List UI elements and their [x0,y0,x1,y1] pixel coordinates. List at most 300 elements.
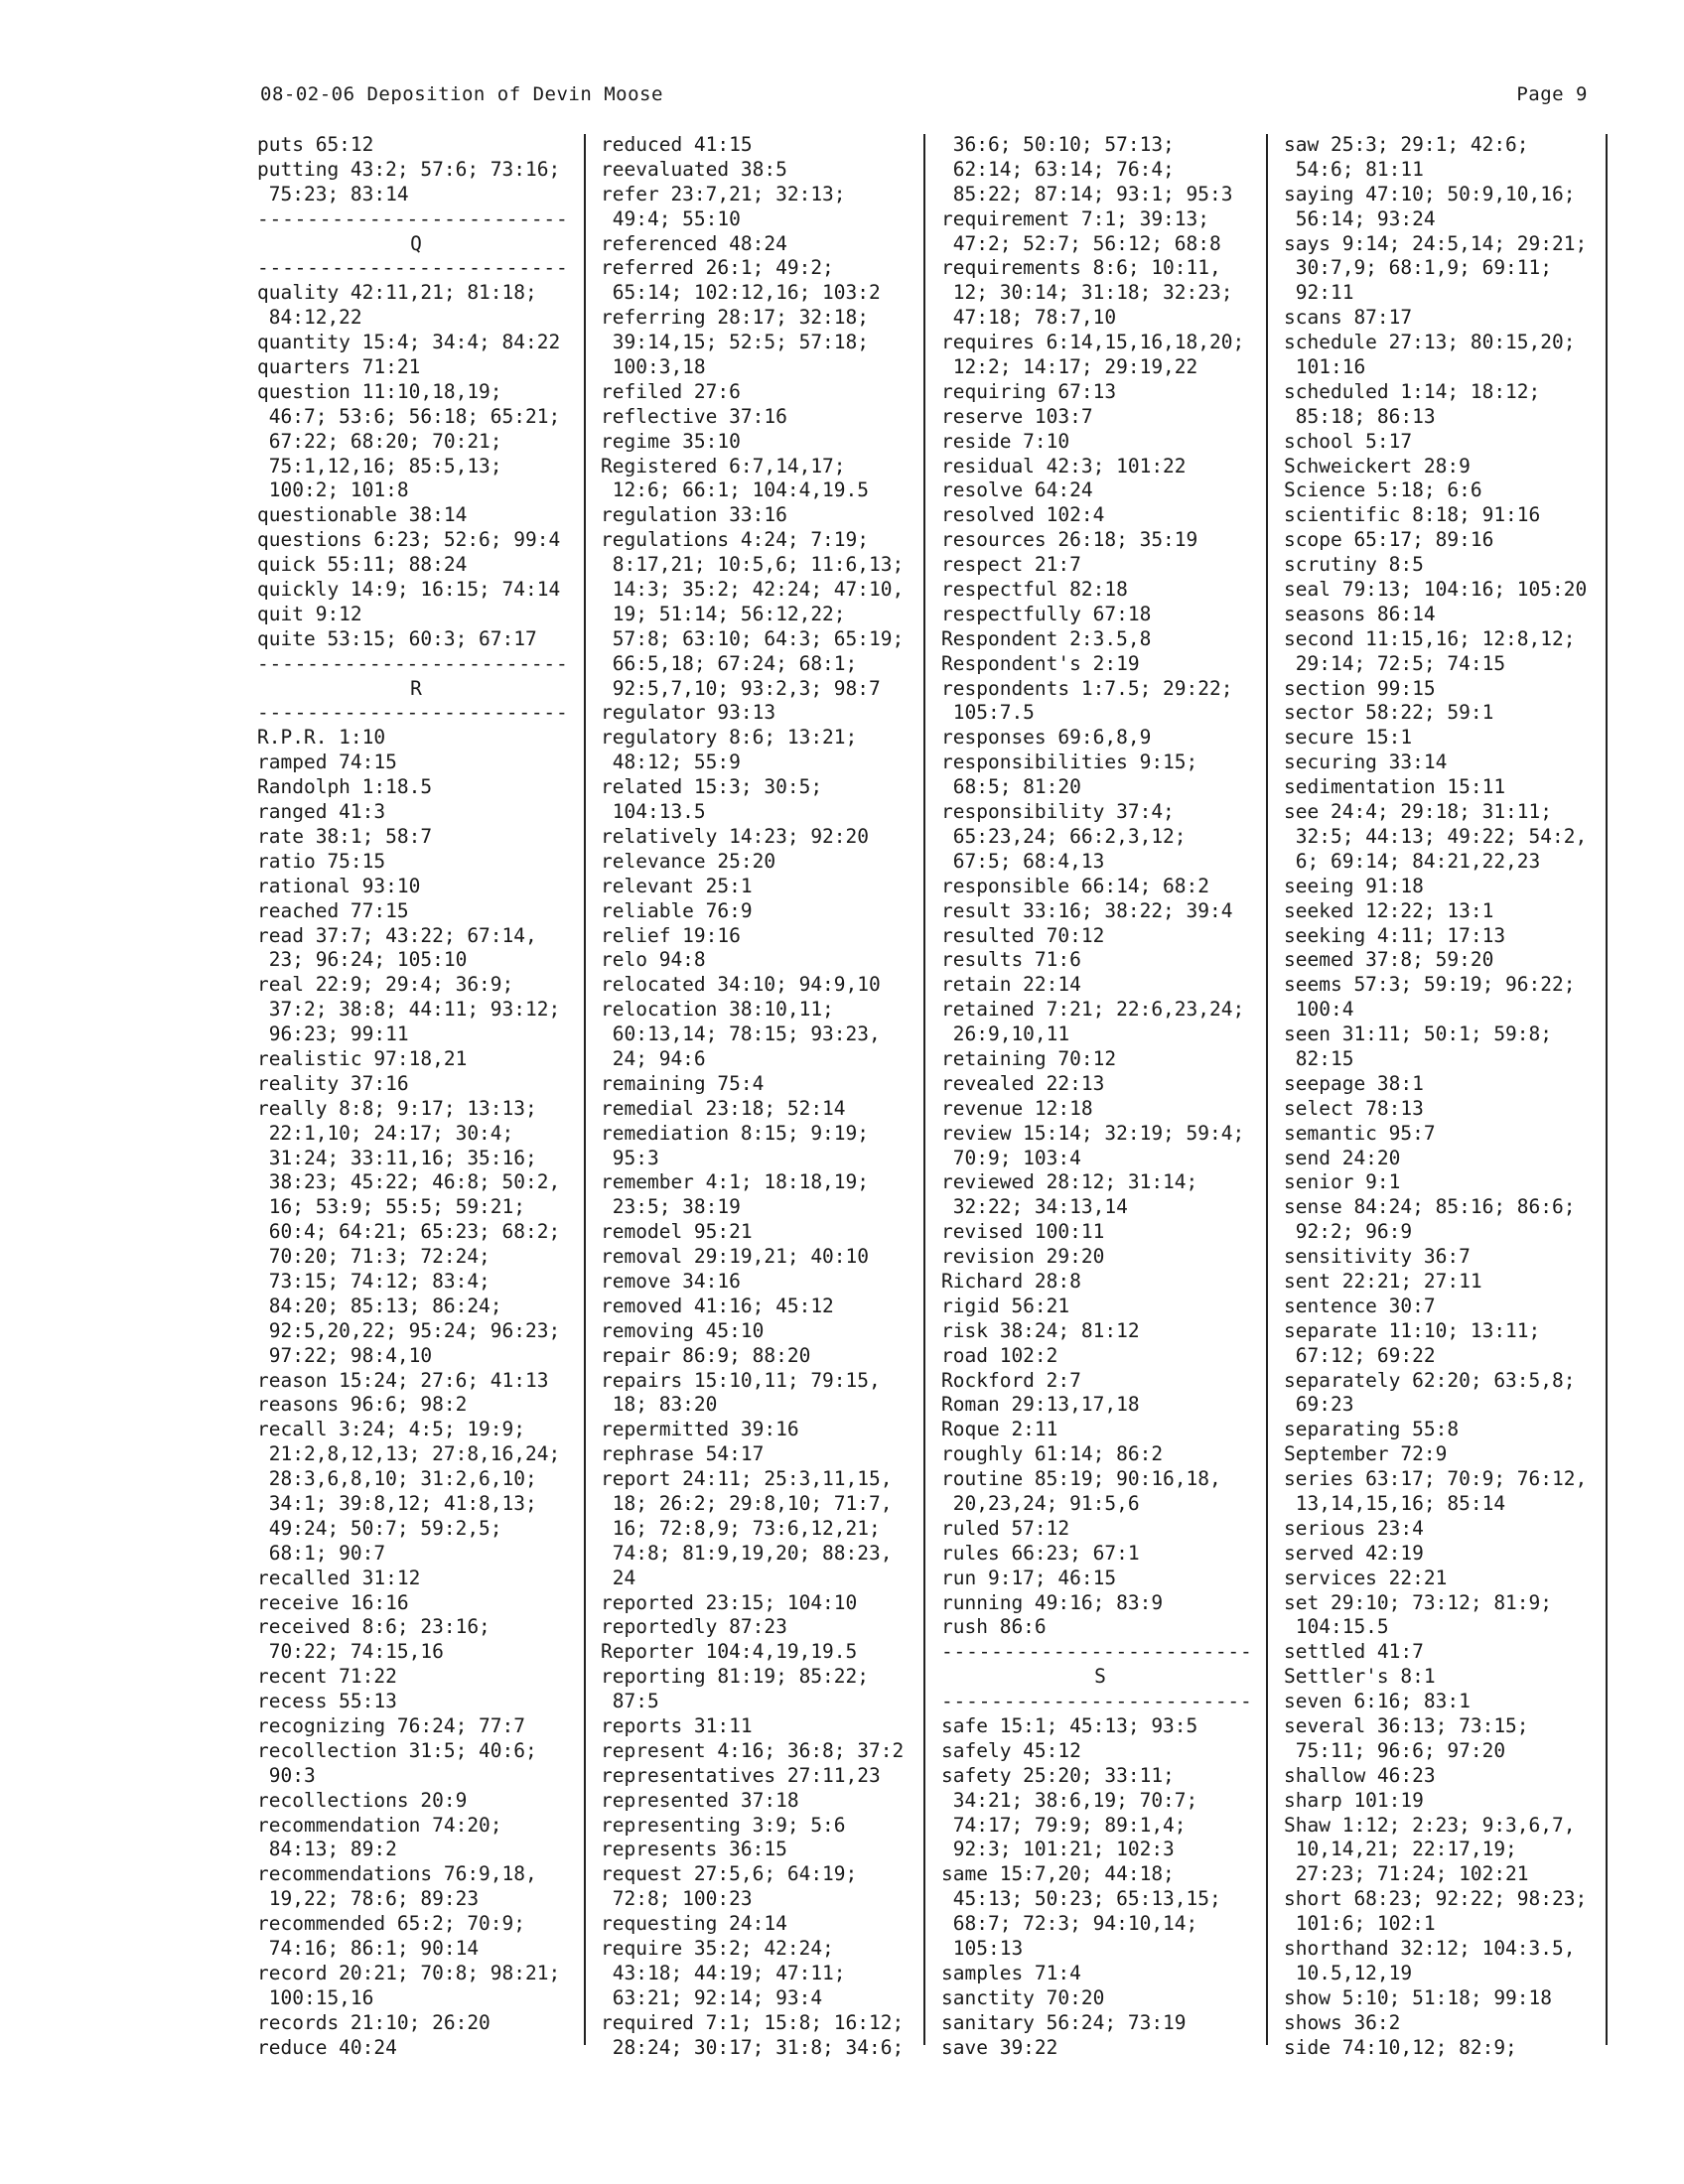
index-entry: record 20:21; 70:8; 98:21; [257,1961,561,1984]
column-divider [923,134,925,2045]
index-entry: several 36:13; 73:15; [1284,1714,1529,1737]
index-entry: representing 3:9; 5:6 [601,1813,846,1837]
index-entry: rush 86:6 [941,1615,1047,1639]
index-entry: short 68:23; 92:22; 98:23; [1284,1887,1588,1911]
index-entry: responsibility 37:4; [941,800,1175,824]
index-entry-continuation: 26:9,10,11 [941,1023,1070,1046]
index-entry: seeked 12:22; 13:1 [1284,898,1494,922]
index-entry: represent 4:16; 36:8; 37:2 [601,1738,905,1762]
index-entry: recommended 65:2; 70:9; [257,1912,526,1936]
index-entry-continuation: 47:18; 78:7,10 [941,306,1117,330]
index-entry-continuation: 105:13 [941,1937,1024,1961]
index-entry-continuation: 60:13,14; 78:15; 93:23, [601,1023,881,1046]
index-entry-continuation: 12; 30:14; 31:18; 32:23; [941,281,1233,305]
index-entry: reduce 40:24 [257,2035,397,2059]
index-entry-continuation: 69:23 [1284,1393,1354,1417]
index-entry: reside 7:10 [941,429,1070,453]
index-entry: recent 71:22 [257,1665,397,1689]
index-entry-continuation: 49:4; 55:10 [601,206,741,230]
index-entry: sharp 101:19 [1284,1788,1424,1812]
index-entry: quit 9:12 [257,602,362,625]
index-entry: show 5:10; 51:18; 99:18 [1284,1985,1553,2009]
index-entry: Roque 2:11 [941,1418,1058,1441]
index-entry: ruled 57:12 [941,1516,1070,1540]
index-column-1 [257,133,575,2060]
index-entry: second 11:15,16; 12:8,12; [1284,626,1576,650]
index-entry: revealed 22:13 [941,1071,1105,1095]
index-entry: responses 69:6,8,9 [941,726,1152,750]
index-entry-continuation: 23; 96:24; 105:10 [257,948,468,972]
index-entry-continuation: 104:15.5 [1284,1615,1389,1639]
index-entry: representatives 27:11,23 [601,1763,881,1787]
index-entry: served 42:19 [1284,1541,1424,1565]
index-entry: required 7:1; 15:8; 16:12; [601,2010,905,2034]
index-entry: reasons 96:6; 98:2 [257,1393,468,1417]
index-entry-continuation: 54:6; 81:11 [1284,157,1424,181]
index-entry-continuation: 74:17; 79:9; 89:1,4; [941,1813,1187,1837]
index-entry: senior 9:1 [1284,1170,1401,1194]
section-separator: ------------------------- [257,701,569,725]
index-entry: section 99:15 [1284,676,1436,700]
index-entry: reporting 81:19; 85:22; [601,1665,870,1689]
index-entry: scans 87:17 [1284,306,1413,330]
index-entry: receive 16:16 [257,1590,409,1614]
index-entry: sanctity 70:20 [941,1985,1105,2009]
index-entry: Registered 6:7,14,17; [601,454,846,478]
index-entry: reportedly 87:23 [601,1615,787,1639]
index-entry-continuation: 23:5; 38:19 [601,1195,741,1219]
index-entry-continuation: 100:2; 101:8 [257,478,409,502]
index-entry-continuation: 14:3; 35:2; 42:24; 47:10, [601,578,905,602]
index-entry: seen 31:11; 50:1; 59:8; [1284,1023,1553,1046]
index-entry: seemed 37:8; 59:20 [1284,948,1494,972]
index-entry-continuation: 104:13.5 [601,800,706,824]
index-entry-continuation: 74:8; 81:9,19,20; 88:23, [601,1541,893,1565]
index-entry: removing 45:10 [601,1318,765,1342]
index-entry: really 8:8; 9:17; 13:13; [257,1096,537,1120]
index-entry: seal 79:13; 104:16; 105:20 [1284,578,1588,602]
section-letter-heading: R [410,676,422,700]
index-entry-continuation: 38:23; 45:22; 46:8; 50:2, [257,1170,561,1194]
index-entry-continuation: 32:5; 44:13; 49:22; 54:2, [1284,824,1588,848]
index-entry-continuation: 57:8; 63:10; 64:3; 65:19; [601,626,905,650]
index-entry-continuation: 31:24; 33:11,16; 35:16; [257,1146,537,1169]
index-entry: rephrase 54:17 [601,1442,765,1466]
index-entry: read 37:7; 43:22; 67:14, [257,923,537,947]
index-entry: sanitary 56:24; 73:19 [941,2010,1187,2034]
index-entry: separately 62:20; 63:5,8; [1284,1368,1576,1392]
index-entry: rational 93:10 [257,874,421,897]
index-entry: quality 42:11,21; 81:18; [257,281,537,305]
index-entry: recalled 31:12 [257,1566,421,1589]
index-entry: seems 57:3; 59:19; 96:22; [1284,973,1576,997]
index-entry: requirements 8:6; 10:11, [941,256,1221,280]
index-entry: run 9:17; 46:15 [941,1566,1117,1589]
index-entry: safely 45:12 [941,1738,1081,1762]
index-entry-continuation: 46:7; 53:6; 56:18; 65:21; [257,404,561,428]
index-entry-continuation: 29:14; 72:5; 74:15 [1284,651,1506,675]
index-entry: recognizing 76:24; 77:7 [257,1714,526,1737]
index-entry: recess 55:13 [257,1690,397,1713]
index-entry: regulation 33:16 [601,503,787,527]
index-entry: regime 35:10 [601,429,741,453]
index-entry: says 9:14; 24:5,14; 29:21; [1284,231,1588,255]
index-entry: serious 23:4 [1284,1516,1424,1540]
index-entry: seepage 38:1 [1284,1071,1424,1095]
index-entry-continuation: 92:5,7,10; 93:2,3; 98:7 [601,676,881,700]
index-entry: represented 37:18 [601,1788,799,1812]
section-separator: ------------------------- [941,1690,1253,1713]
index-entry: schedule 27:13; 80:15,20; [1284,331,1576,354]
index-entry-continuation: 34:1; 39:8,12; 41:8,13; [257,1491,537,1515]
index-entry: revision 29:20 [941,1245,1105,1269]
index-entry-continuation: 10,14,21; 22:17,19; [1284,1838,1517,1861]
index-entry: sedimentation 15:11 [1284,775,1506,799]
index-entry: see 24:4; 29:18; 31:11; [1284,800,1553,824]
index-entry: recommendations 76:9,18, [257,1862,537,1886]
index-entry-continuation: 92:3; 101:21; 102:3 [941,1838,1175,1861]
index-entry-continuation: 20,23,24; 91:5,6 [941,1491,1140,1515]
index-entry-continuation: 32:22; 34:13,14 [941,1195,1128,1219]
index-entry: revised 100:11 [941,1220,1105,1244]
index-entry: set 29:10; 73:12; 81:9; [1284,1590,1553,1614]
index-entry: scheduled 1:14; 18:12; [1284,379,1541,403]
index-entry: resulted 70:12 [941,923,1105,947]
index-entry-continuation: 100:15,16 [257,1985,374,2009]
index-entry-continuation: 72:8; 100:23 [601,1887,753,1911]
index-entry-continuation: 36:6; 50:10; 57:13; [941,133,1175,156]
index-entry-continuation: 13,14,15,16; 85:14 [1284,1491,1506,1515]
index-entry-continuation: 67:22; 68:20; 70:21; [257,429,502,453]
index-entry-continuation: 87:5 [601,1690,659,1713]
index-entry: send 24:20 [1284,1146,1401,1169]
index-entry: relevance 25:20 [601,849,776,873]
index-entry: results 71:6 [941,948,1081,972]
index-entry: recall 3:24; 4:5; 19:9; [257,1418,526,1441]
index-entry-continuation: 84:13; 89:2 [257,1838,397,1861]
index-entry: responsibilities 9:15; [941,751,1198,774]
index-entry: Richard 28:8 [941,1269,1081,1293]
index-entry: reached 77:15 [257,898,409,922]
index-entry: retaining 70:12 [941,1046,1117,1070]
index-entry-continuation: 21:2,8,12,13; 27:8,16,24; [257,1442,561,1466]
index-entry-continuation: 18; 83:20 [601,1393,718,1417]
index-entry: questionable 38:14 [257,503,468,527]
index-entry: same 15:7,20; 44:18; [941,1862,1175,1886]
index-entry: seeing 91:18 [1284,874,1424,897]
index-entry-continuation: 12:2; 14:17; 29:19,22 [941,355,1198,379]
column-divider [584,134,586,2045]
index-entry: remodel 95:21 [601,1220,753,1244]
index-entry: retained 7:21; 22:6,23,24; [941,998,1245,1022]
index-entry-continuation: 65:23,24; 66:2,3,12; [941,824,1187,848]
index-entry: repairs 15:10,11; 79:15, [601,1368,881,1392]
index-entry: reviewed 28:12; 31:14; [941,1170,1198,1194]
index-column-4 [1284,133,1602,2060]
index-entry-continuation: 39:14,15; 52:5; 57:18; [601,331,870,354]
index-entry: shallow 46:23 [1284,1763,1436,1787]
index-entry: requesting 24:14 [601,1912,787,1936]
column-divider [1606,134,1608,2045]
index-entry-continuation: 12:6; 66:1; 104:4,19.5 [601,478,870,502]
index-entry: seven 6:16; 83:1 [1284,1690,1471,1713]
index-entry-continuation: 74:16; 86:1; 90:14 [257,1937,480,1961]
index-entry: sent 22:21; 27:11 [1284,1269,1482,1293]
index-entry: removal 29:19,21; 40:10 [601,1245,870,1269]
index-entry: scientific 8:18; 91:16 [1284,503,1541,527]
document-title: 08-02-06 Deposition of Devin Moose [260,83,663,105]
index-entry: related 15:3; 30:5; [601,775,823,799]
section-letter-heading: S [1094,1665,1106,1689]
index-entry: recommendation 74:20; [257,1813,502,1837]
index-entry: referred 26:1; 49:2; [601,256,834,280]
index-entry: Settler's 8:1 [1284,1665,1436,1689]
index-entry: respondents 1:7.5; 29:22; [941,676,1233,700]
index-entry: sentence 30:7 [1284,1294,1436,1317]
index-entry: safety 25:20; 33:11; [941,1763,1175,1787]
index-entry: separating 55:8 [1284,1418,1460,1441]
index-entry: remaining 75:4 [601,1071,765,1095]
index-entry: refer 23:7,21; 32:13; [601,182,846,205]
index-entry: saw 25:3; 29:1; 42:6; [1284,133,1529,156]
index-entry: Roman 29:13,17,18 [941,1393,1140,1417]
index-entry-continuation: 68:5; 81:20 [941,775,1081,799]
index-entry-continuation: 97:22; 98:4,10 [257,1343,433,1367]
index-entry: received 8:6; 23:16; [257,1615,491,1639]
index-entry: remediation 8:15; 9:19; [601,1121,870,1145]
index-entry: requiring 67:13 [941,379,1117,403]
index-entry: reserve 103:7 [941,404,1093,428]
index-entry-continuation: 19,22; 78:6; 89:23 [257,1887,480,1911]
index-entry-continuation: 100:3,18 [601,355,706,379]
index-entry: regulatory 8:6; 13:21; [601,726,858,750]
index-entry: rigid 56:21 [941,1294,1070,1317]
index-entry-continuation: 65:14; 102:12,16; 103:2 [601,281,881,305]
section-separator: ------------------------- [941,1640,1253,1664]
index-entry: saying 47:10; 50:9,10,16; [1284,182,1576,205]
index-entry: risk 38:24; 81:12 [941,1318,1140,1342]
index-entry: Respondent 2:3.5,8 [941,626,1152,650]
section-separator: ------------------------- [257,206,569,230]
index-entry: requirement 7:1; 39:13; [941,206,1210,230]
index-entry: side 74:10,12; 82:9; [1284,2035,1517,2059]
index-entry: reflective 37:16 [601,404,787,428]
index-entry-continuation: 24 [601,1566,636,1589]
index-entry: scope 65:17; 89:16 [1284,528,1494,552]
index-entry: recollection 31:5; 40:6; [257,1738,537,1762]
index-entry: resolve 64:24 [941,478,1093,502]
index-entry: Reporter 104:4,19,19.5 [601,1640,858,1664]
index-entry: scrutiny 8:5 [1284,553,1424,577]
index-entry: report 24:11; 25:3,11,15, [601,1467,893,1491]
index-entry-continuation: 63:21; 92:14; 93:4 [601,1985,823,2009]
index-entry: sensitivity 36:7 [1284,1245,1471,1269]
index-entry: real 22:9; 29:4; 36:9; [257,973,514,997]
index-entry: shorthand 32:12; 104:3.5, [1284,1937,1576,1961]
index-entry: records 21:10; 26:20 [257,2010,491,2034]
index-entry-continuation: 66:5,18; 67:24; 68:1; [601,651,858,675]
index-entry-continuation: 16; 53:9; 55:5; 59:21; [257,1195,526,1219]
index-entry: regulator 93:13 [601,701,776,725]
index-entry: select 78:13 [1284,1096,1424,1120]
index-entry: regulations 4:24; 7:19; [601,528,870,552]
index-entry: referring 28:17; 32:18; [601,306,870,330]
index-entry: requires 6:14,15,16,18,20; [941,331,1245,354]
index-entry: quarters 71:21 [257,355,421,379]
section-separator: ------------------------- [257,651,569,675]
index-entry-continuation: 70:20; 71:3; 72:24; [257,1245,491,1269]
index-entry: samples 71:4 [941,1961,1081,1984]
index-entry-continuation: 92:11 [1284,281,1354,305]
index-entry: putting 43:2; 57:6; 73:16; [257,157,561,181]
index-entry: sector 58:22; 59:1 [1284,701,1494,725]
index-entry: respect 21:7 [941,553,1081,577]
index-entry-continuation: 49:24; 50:7; 59:2,5; [257,1516,502,1540]
index-entry: Rockford 2:7 [941,1368,1081,1392]
index-entry: services 22:21 [1284,1566,1448,1589]
index-entry-continuation: 37:2; 38:8; 44:11; 93:12; [257,998,561,1022]
index-entry: seasons 86:14 [1284,602,1436,625]
index-entry: save 39:22 [941,2035,1058,2059]
index-entry-continuation: 48:12; 55:9 [601,751,741,774]
index-entry: road 102:2 [941,1343,1058,1367]
index-entry: Schweickert 28:9 [1284,454,1471,478]
index-entry-continuation: 92:5,20,22; 95:24; 96:23; [257,1318,561,1342]
index-entry: quantity 15:4; 34:4; 84:22 [257,331,561,354]
index-entry: rate 38:1; 58:7 [257,824,433,848]
index-entry: revenue 12:18 [941,1096,1093,1120]
index-entry-continuation: 95:3 [601,1146,659,1169]
index-entry-continuation: 73:15; 74:12; 83:4; [257,1269,491,1293]
index-entry: reports 31:11 [601,1714,753,1737]
index-entry-continuation: 19; 51:14; 56:12,22; [601,602,846,625]
index-entry-continuation: 90:3 [257,1763,316,1787]
index-entry: Science 5:18; 6:6 [1284,478,1482,502]
index-entry-continuation: 75:23; 83:14 [257,182,409,205]
index-entry: securing 33:14 [1284,751,1448,774]
index-column-2 [601,133,918,2060]
index-entry: refiled 27:6 [601,379,741,403]
index-entry: ramped 74:15 [257,751,397,774]
index-entry-continuation: 67:5; 68:4,13 [941,849,1105,873]
index-entry: request 27:5,6; 64:19; [601,1862,858,1886]
index-entry: question 11:10,18,19; [257,379,502,403]
index-entry: reevaluated 38:5 [601,157,787,181]
index-entry-continuation: 68:7; 72:3; 94:10,14; [941,1912,1198,1936]
index-entry: separate 11:10; 13:11; [1284,1318,1541,1342]
index-entry-continuation: 45:13; 50:23; 65:13,15; [941,1887,1221,1911]
index-entry-continuation: 56:14; 93:24 [1284,206,1436,230]
index-entry: reduced 41:15 [601,133,753,156]
index-entry-continuation: 82:15 [1284,1046,1354,1070]
index-entry: review 15:14; 32:19; 59:4; [941,1121,1245,1145]
index-entry: sense 84:24; 85:16; 86:6; [1284,1195,1576,1219]
index-entry: school 5:17 [1284,429,1413,453]
index-entry: Shaw 1:12; 2:23; 9:3,6,7, [1284,1813,1576,1837]
index-entry: result 33:16; 38:22; 39:4 [941,898,1233,922]
index-entry-continuation: 28:24; 30:17; 31:8; 34:6; [601,2035,905,2059]
index-entry: realistic 97:18,21 [257,1046,468,1070]
index-entry-continuation: 84:20; 85:13; 86:24; [257,1294,502,1317]
index-entry: series 63:17; 70:9; 76:12, [1284,1467,1588,1491]
index-entry-continuation: 6; 69:14; 84:21,22,23 [1284,849,1541,873]
index-entry: rules 66:23; 67:1 [941,1541,1140,1565]
index-entry-continuation: 62:14; 63:14; 76:4; [941,157,1175,181]
index-entry: roughly 61:14; 86:2 [941,1442,1164,1466]
index-entry-continuation: 8:17,21; 10:5,6; 11:6,13; [601,553,905,577]
index-entry-continuation: 84:12,22 [257,306,362,330]
index-entry-continuation: 96:23; 99:11 [257,1023,409,1046]
index-entry: resolved 102:4 [941,503,1105,527]
index-entry: questions 6:23; 52:6; 99:4 [257,528,561,552]
index-entry-continuation: 92:2; 96:9 [1284,1220,1413,1244]
index-entry: routine 85:19; 90:16,18, [941,1467,1221,1491]
index-entry-continuation: 30:7,9; 68:1,9; 69:11; [1284,256,1553,280]
index-entry: R.P.R. 1:10 [257,726,386,750]
section-separator: ------------------------- [257,256,569,280]
index-entry: reality 37:16 [257,1071,409,1095]
index-entry-continuation: 67:12; 69:22 [1284,1343,1436,1367]
index-entry-continuation: 10.5,12,19 [1284,1961,1413,1984]
index-entry: resources 26:18; 35:19 [941,528,1198,552]
index-entry: puts 65:12 [257,133,374,156]
index-entry: require 35:2; 42:24; [601,1937,834,1961]
index-entry-continuation: 101:16 [1284,355,1366,379]
index-entry: September 72:9 [1284,1442,1448,1466]
index-entry: relief 19:16 [601,923,741,947]
index-entry-continuation: 101:6; 102:1 [1284,1912,1436,1936]
index-entry-continuation: 68:1; 90:7 [257,1541,386,1565]
index-entry: ranged 41:3 [257,800,386,824]
index-entry: reliable 76:9 [601,898,753,922]
index-entry: ratio 75:15 [257,849,386,873]
index-entry: relocated 34:10; 94:9,10 [601,973,881,997]
index-entry: repair 86:9; 88:20 [601,1343,811,1367]
index-entry-continuation: 70:9; 103:4 [941,1146,1081,1169]
index-entry: retain 22:14 [941,973,1081,997]
index-entry: shows 36:2 [1284,2010,1401,2034]
index-entry: remember 4:1; 18:18,19; [601,1170,870,1194]
section-letter-heading: Q [410,231,422,255]
index-entry-continuation: 85:22; 87:14; 93:1; 95:3 [941,182,1233,205]
index-entry-continuation: 34:21; 38:6,19; 70:7; [941,1788,1198,1812]
index-entry: repermitted 39:16 [601,1418,799,1441]
index-entry: quick 55:11; 88:24 [257,553,468,577]
index-entry: residual 42:3; 101:22 [941,454,1187,478]
index-entry-continuation: 18; 26:2; 29:8,10; 71:7, [601,1491,893,1515]
index-entry: quite 53:15; 60:3; 67:17 [257,626,537,650]
index-entry: Randolph 1:18.5 [257,775,433,799]
index-entry-continuation: 16; 72:8,9; 73:6,12,21; [601,1516,881,1540]
index-entry: secure 15:1 [1284,726,1413,750]
index-entry: remedial 23:18; 52:14 [601,1096,846,1120]
index-entry: removed 41:16; 45:12 [601,1294,834,1317]
index-entry-continuation: 70:22; 74:15,16 [257,1640,444,1664]
index-entry: recollections 20:9 [257,1788,468,1812]
index-entry: respectful 82:18 [941,578,1128,602]
index-entry: settled 41:7 [1284,1640,1424,1664]
index-column-3 [941,133,1259,2060]
index-entry: responsible 66:14; 68:2 [941,874,1210,897]
index-entry-continuation: 75:11; 96:6; 97:20 [1284,1738,1506,1762]
index-entry-continuation: 75:1,12,16; 85:5,13; [257,454,502,478]
index-entry: relatively 14:23; 92:20 [601,824,870,848]
index-entry: safe 15:1; 45:13; 93:5 [941,1714,1198,1737]
index-entry: relo 94:8 [601,948,706,972]
index-entry-continuation: 60:4; 64:21; 65:23; 68:2; [257,1220,561,1244]
index-entry: reason 15:24; 27:6; 41:13 [257,1368,549,1392]
page-number: Page 9 [1516,83,1588,105]
